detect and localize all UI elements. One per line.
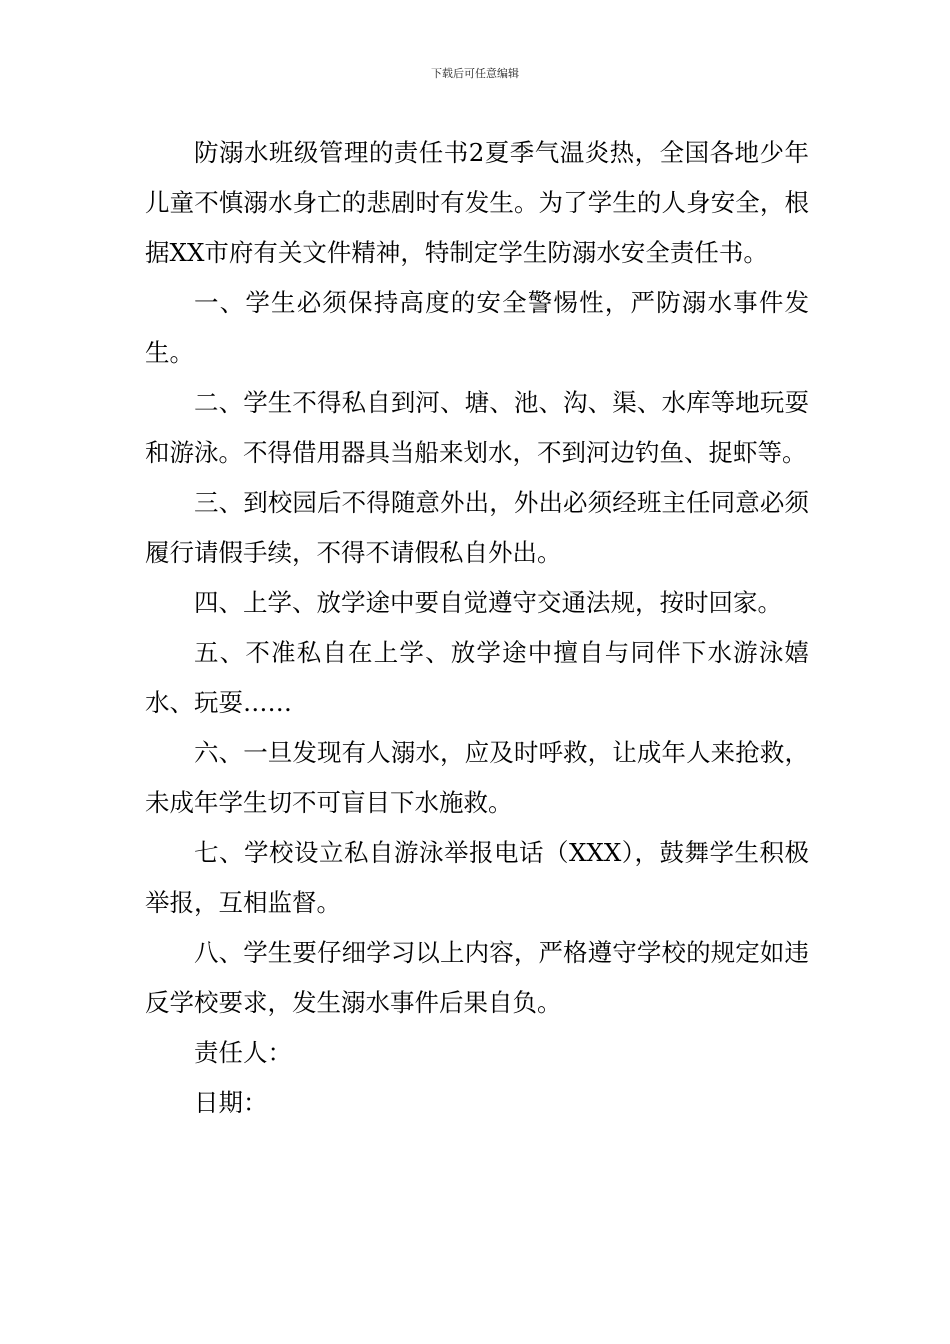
paragraph-item-4: 四、上学、放学途中要自觉遵守交通法规，按时回家。 — [194, 588, 782, 617]
page-header-note: 下载后可任意编辑 — [431, 67, 519, 80]
paragraph-intro: 防溺水班级管理的责任书2夏季气温炎热，全国各地少年儿童不慎溺水身亡的悲剧时有发生。为了学生的人身安全，根据XX市府有关文件精神，特制定学生防溺水安全责任书。 — [145, 138, 809, 267]
paragraph-item-6: 六、一旦发现有人溺水，应及时呼救，让成年人来抢救，未成年学生切不可盲目下水施救。 — [145, 738, 809, 817]
paragraph-item-2: 二、学生不得私自到河、塘、池、沟、渠、水库等地玩耍和游泳。不得借用器具当船来划水，不到河边钓鱼、捉虾等。 — [145, 388, 809, 467]
responsible-person-label: 责任人： — [194, 1038, 292, 1067]
paragraph-item-8: 八、学生要仔细学习以上内容，严格遵守学校的规定如违反学校要求，发生溺水事件后果自负。 — [145, 938, 809, 1017]
paragraph-item-1: 一、学生必须保持高度的安全警惕性，严防溺水事件发生。 — [145, 288, 809, 367]
document-body — [145, 128, 809, 1128]
paragraph-item-7: 七、学校设立私自游泳举报电话（XXX），鼓舞学生积极举报，互相监督。 — [145, 838, 809, 917]
paragraph-item-5: 五、不准私自在上学、放学途中擅自与同伴下水游泳嬉水、玩耍…… — [145, 638, 809, 717]
paragraph-item-3: 三、到校园后不得随意外出，外出必须经班主任同意必须履行请假手续，不得不请假私自外出。 — [145, 488, 809, 567]
date-label: 日期： — [194, 1088, 268, 1117]
